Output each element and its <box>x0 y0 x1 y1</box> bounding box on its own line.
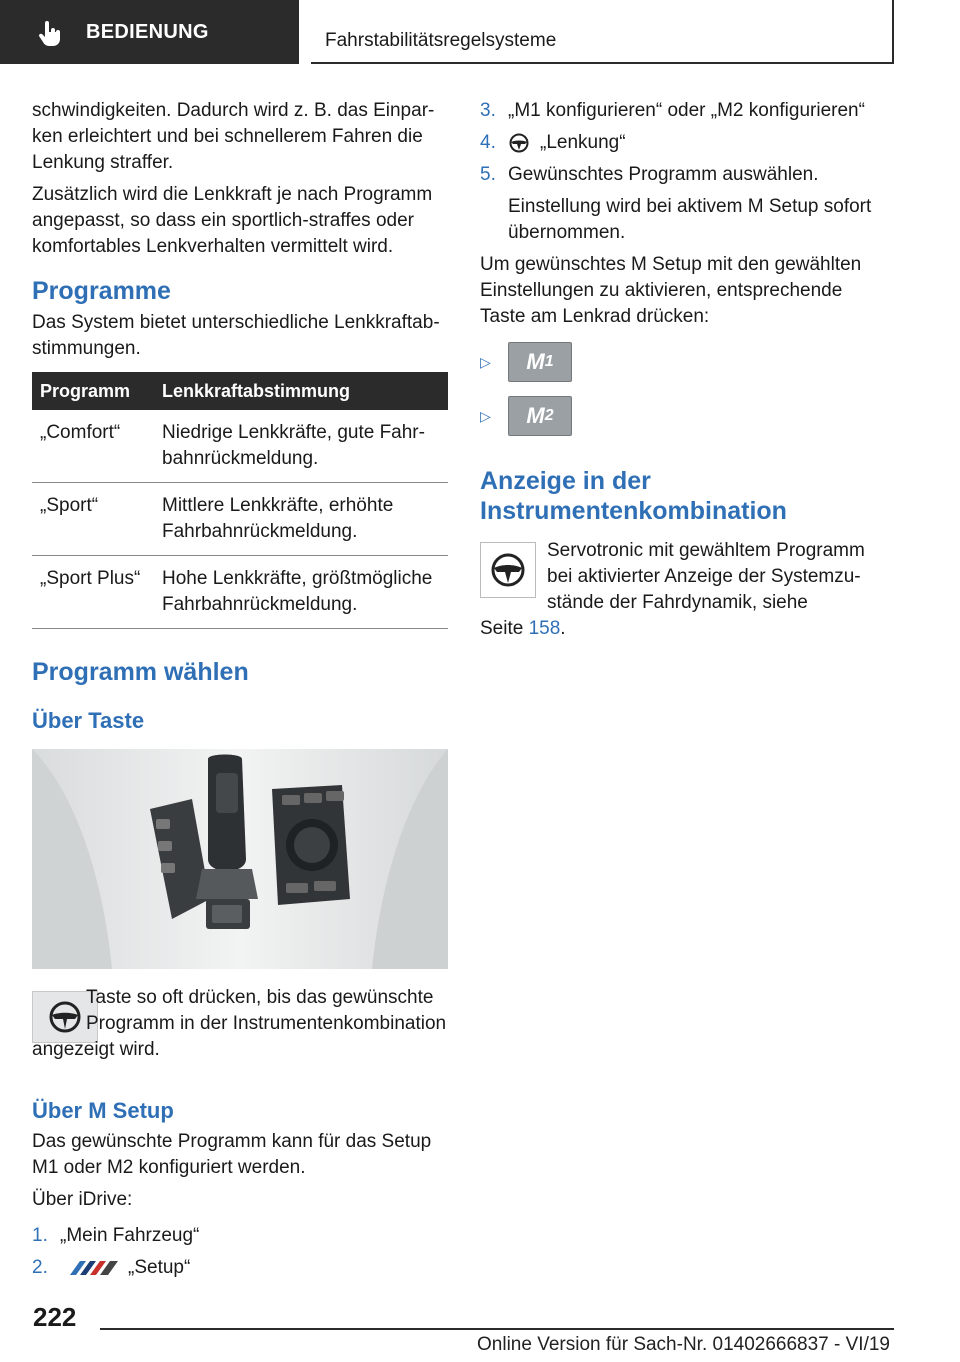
list-item <box>480 162 880 188</box>
taste-text-line-2: Programm in der Instrumentenkombination <box>86 1013 447 1034</box>
list-item <box>32 1255 448 1281</box>
steering-wheel-icon <box>480 542 536 598</box>
programm-waehlen-heading: Programm wählen <box>32 658 249 686</box>
table-header-steering: Lenkkraftabstimmung <box>154 372 448 410</box>
step-number: 2. <box>32 1257 48 1278</box>
programme-text: Das System bietet unterschiedliche Lenkkraftabstimmungen. <box>32 312 440 359</box>
footer-divider <box>100 1328 894 1330</box>
taste-description <box>32 985 448 1063</box>
list-item <box>480 98 880 124</box>
m2-button <box>508 396 572 436</box>
msetup-text: Das gewünschte Programm kann für das Setup M1 oder M2 konfiguriert werden. <box>32 1131 432 1178</box>
list-item <box>32 1223 448 1249</box>
right-column <box>480 98 880 642</box>
table-cell: „Comfort“ <box>32 410 154 483</box>
section-title: BEDIENUNG <box>86 21 209 43</box>
taste-text-line-1: Taste so oft drücken, bis das gewünschte <box>86 987 434 1008</box>
anzeige-text-line-4 <box>480 616 566 642</box>
activate-text: Um gewünschtes M Setup mit den gewählten Einstellungen zu aktivieren, entsprechende Taste am Lenkrad drücken: <box>480 254 862 327</box>
table-cell: Niedrige Lenkkräfte, gute Fahrbahnrückmeldung. <box>154 410 448 483</box>
step-text: „M1 konfigurieren“ oder „M2 konfigurieren“ <box>508 100 865 121</box>
table-cell: Hohe Lenkkräfte, größtmögliche Fahrbahnrückmeldung. <box>154 556 448 629</box>
page-header <box>0 0 960 66</box>
step-number: 1. <box>32 1225 48 1246</box>
list-item <box>480 396 880 436</box>
seite-label: Seite <box>480 618 524 639</box>
left-column <box>32 98 448 1281</box>
m2-sup: 2 <box>544 407 554 424</box>
chapter-header <box>311 0 894 64</box>
taste-text-line-3: angezeigt wird. <box>32 1039 160 1060</box>
center-console-photo <box>32 749 448 969</box>
step-number: 3. <box>480 100 496 121</box>
ueber-taste-heading: Über Taste <box>32 708 145 733</box>
intro-paragraph-2: Zusätzlich wird die Lenkkraft je nach Programm angepasst, so dass ein sportlich-straffes oder komfortables Lenkverhalten vermittelt wird. <box>32 184 433 257</box>
step-text: „Setup“ <box>128 1257 191 1278</box>
anzeige-text-line-2: bei aktivierter Anzeige der Systemzu- <box>547 566 861 587</box>
page-link[interactable]: 158 <box>528 618 561 639</box>
m1-sup: 1 <box>544 353 554 370</box>
bullet-marker: ▷ <box>480 407 491 424</box>
table-row <box>32 483 448 556</box>
table-cell: Mittlere Lenkkräfte, erhöhte Fahrbahnrückmeldung. <box>154 483 448 556</box>
step-text: „Mein Fahrzeug“ <box>60 1225 200 1246</box>
programme-heading: Programme <box>32 277 171 305</box>
step-number: 5. <box>480 164 496 185</box>
section-tab <box>0 0 299 64</box>
ueber-m-setup-heading: Über M Setup <box>32 1098 174 1123</box>
table-header-program: Programm <box>32 372 154 410</box>
anzeige-end: . <box>560 618 566 639</box>
bullet-marker: ▷ <box>480 353 491 370</box>
table-cell: „Sport Plus“ <box>32 556 154 629</box>
hand-pointer-icon <box>36 20 64 48</box>
anzeige-text-line-3: stände der Fahrdynamik, siehe <box>547 592 808 613</box>
step-number: 4. <box>480 132 496 153</box>
m2-label: M <box>526 403 545 428</box>
table-row <box>32 556 448 629</box>
step-text: Gewünschtes Programm auswählen. <box>508 164 819 185</box>
program-table <box>32 372 448 629</box>
anzeige-description <box>480 538 880 642</box>
table-header-row <box>32 372 448 410</box>
list-item <box>480 130 880 156</box>
footer-text: Online Version für Sach-Nr. 01402666837 - VI/19 <box>477 1334 890 1355</box>
idrive-text: Über iDrive: <box>32 1189 133 1210</box>
intro-paragraph-1: schwindigkeiten. Dadurch wird z. B. das Einparken erleichtert und bei schnellerem Fahren die Lenkung straffer. <box>32 100 435 173</box>
table-row <box>32 410 448 483</box>
m1-button <box>508 342 572 382</box>
list-item <box>480 342 880 382</box>
page-number: 222 <box>33 1302 77 1332</box>
anzeige-text-line-1: Servotronic mit gewähltem Programm <box>547 540 865 561</box>
chapter-title: Fahrstabilitätsregelsysteme <box>325 30 557 51</box>
m1-label: M <box>526 349 545 374</box>
step-text: „Lenkung“ <box>540 132 626 153</box>
step5-subtext: Einstellung wird bei aktivem M Setup sofort übernommen. <box>508 196 872 243</box>
steering-wheel-icon <box>508 132 530 154</box>
table-cell: „Sport“ <box>32 483 154 556</box>
m-stripes-icon <box>62 1257 120 1279</box>
anzeige-heading: Anzeige in der Instrumentenkombination <box>480 467 787 525</box>
